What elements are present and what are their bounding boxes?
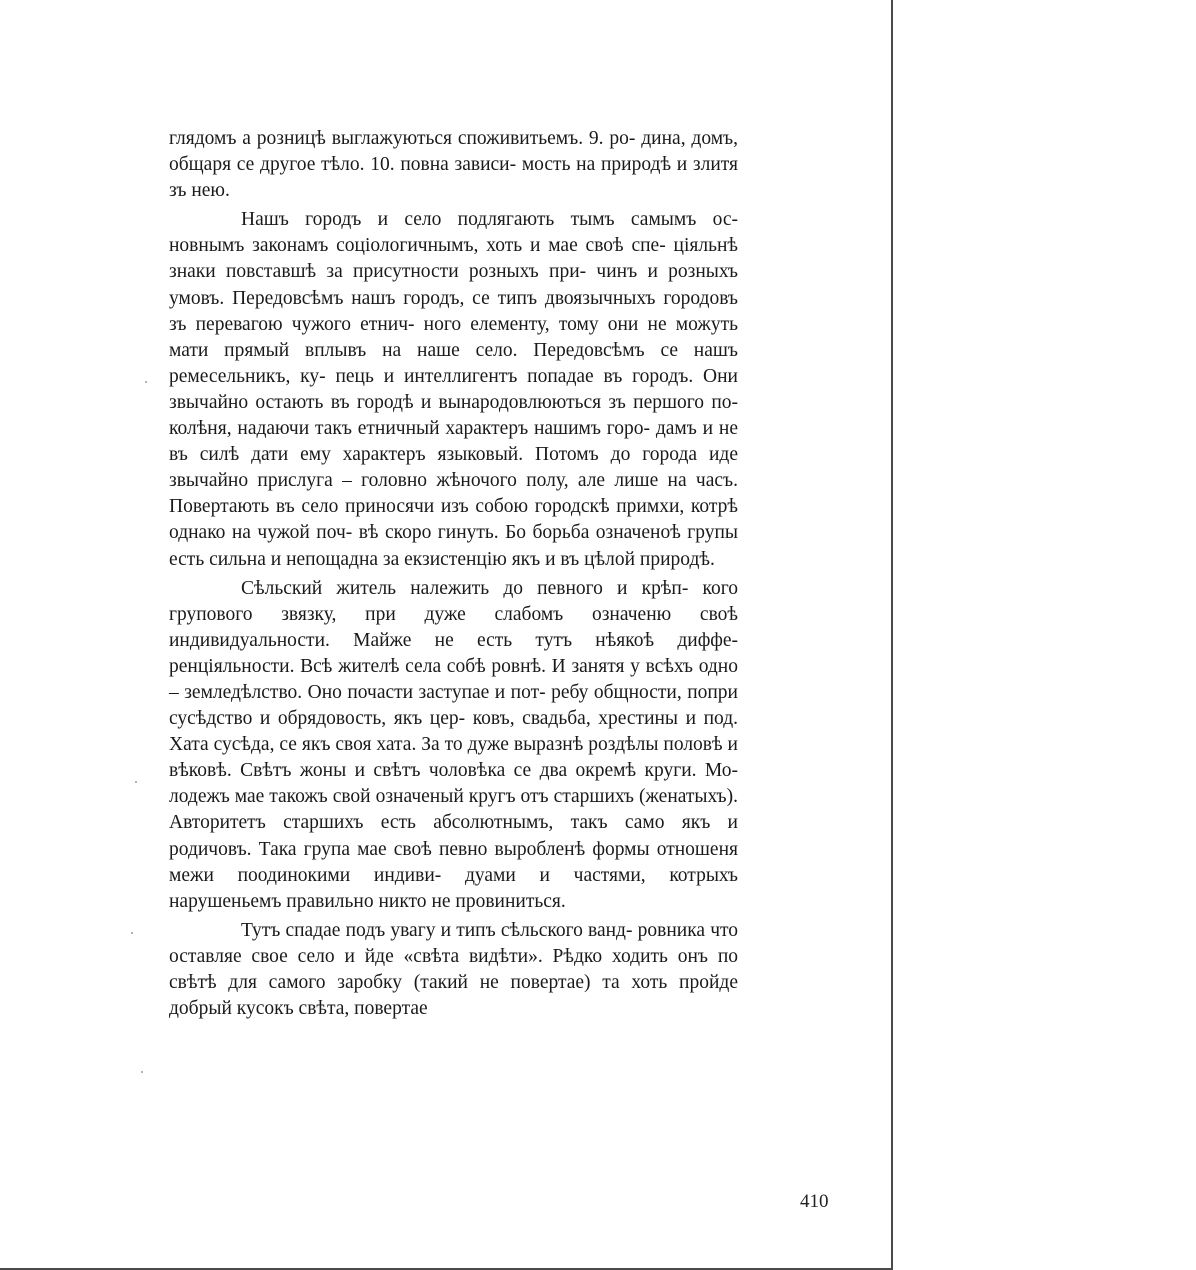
text-line: новнымъ законамъ соціологичнымъ, хоть и мае своѣ спе-: [169, 235, 666, 257]
text-line: изъ собою городскѣ примхи, котрѣ однако на чужой поч-: [169, 496, 738, 544]
text-line: пець и интеллигентъ попадае въ городъ. Они звычайно: [169, 365, 738, 413]
text-line: Тутъ спадае подъ увагу и типъ сѣльского ванд-: [241, 919, 633, 941]
text-line: выробленѣ формы отношеня межи поодинокими индиви-: [169, 838, 738, 886]
text-line: ного елементу, тому они не можуть мати прямый вплывъ: [169, 313, 738, 361]
text-line: остають въ городѣ и вынародовлюються зъ першого по-: [255, 391, 739, 413]
text-line: Свѣтъ жоны и свѣтъ чоловѣка се два окремѣ круги. Мо-: [240, 760, 739, 782]
text-line: ціяльнѣ знаки повставшѣ за присутности розныхъ при-: [169, 235, 738, 283]
body-text: [169, 126, 738, 1022]
text-line: глядомъ а розницѣ выглажуються споживитьемъ. 9. ро-: [169, 128, 636, 149]
text-line: на наше село. Передовсѣмъ се нашъ ремесельникъ, ку-: [169, 339, 738, 387]
page-number: 410: [800, 1191, 829, 1212]
text-line: типъ двоязычныхъ городовъ зъ перевагою чужого етнич-: [169, 287, 738, 335]
text-line: ковъ, свадьба, хрестины и под. Хата сусѣда, се якъ своя: [169, 708, 738, 756]
text-line: дамъ и не въ силѣ дати ему характеръ языковый. Потомъ: [169, 418, 739, 466]
text-line: мость на природѣ и злитя зъ нею.: [169, 154, 739, 202]
text-line: до города иде звычайно прислуга – головно жѣночого: [169, 444, 739, 492]
text-line: ребу общности, попри сусѣдство и обрядовость, якъ цер-: [169, 681, 738, 730]
text-line: не провиниться.: [431, 890, 566, 912]
paragraph: [169, 207, 738, 572]
scan-speck: [145, 381, 147, 383]
text-line: и непощадна за екзистенцію якъ и въ цѣлой природѣ.: [270, 548, 715, 570]
text-line: колѣня, надаючи такъ етничный характеръ нашимъ горо-: [169, 418, 651, 440]
text-line: ренціяльности. Всѣ жителѣ села собѣ ровнѣ. И занятя у: [169, 655, 640, 677]
text-line: такъ само якъ и родичовъ. Така група мае своѣ певно: [169, 812, 738, 860]
text-line: дуами и частями, котрыхъ нарушеньемъ правильно никто: [169, 864, 739, 912]
text-line: всѣхъ одно – земледѣлство. Оно почасти заступае и пот-: [169, 655, 738, 703]
text-line: лодежъ мае такожъ свой означеный кругъ отъ старшихъ: [169, 786, 634, 808]
paragraph: [169, 126, 738, 204]
scan-speck: [135, 781, 137, 783]
text-line: вѣ скоро гинуть. Бо борьба означеноѣ групы есть сильна: [169, 522, 739, 570]
text-line: (женатыхъ). Авторитетъ старшихъ есть абсолютнымъ,: [169, 786, 738, 834]
text-line: полу, але лише на часъ. Повертають въ село приносячи: [169, 470, 738, 518]
scan-speck: [131, 932, 133, 934]
text-line: хата. За то дуже выразнѣ роздѣлы половѣ и вѣковѣ.: [169, 734, 738, 782]
paragraph: [169, 576, 738, 915]
paragraph: [169, 918, 738, 1022]
text-line: ровника что оставляе свое село и йде «свѣта видѣти».: [169, 919, 739, 967]
scan-speck: [141, 1071, 143, 1073]
text-line: Рѣдко ходить онъ по свѣтѣ для самого заробку (такий не: [169, 945, 739, 993]
text-line: индивидуальности. Майже не есть тутъ нѣякоѣ диффе-: [169, 629, 738, 651]
text-line: Нашъ городъ и село подлягають тымъ самымъ ос-: [241, 209, 738, 231]
text-line: повертае) та хоть пройде добрый кусокъ свѣта, повертае: [169, 972, 739, 1020]
text-line: Сѣльский житель належить до певного и крѣп-: [241, 577, 689, 599]
text-line: дина, домъ, общаря се другое тѣло. 10. повна зависи-: [169, 128, 739, 176]
text-line: чинъ и розныхъ умовъ. Передовсѣмъ нашъ городъ, се: [169, 261, 739, 309]
text-line: кого групового звязку, при дуже слабомъ означеню своѣ: [169, 577, 739, 625]
